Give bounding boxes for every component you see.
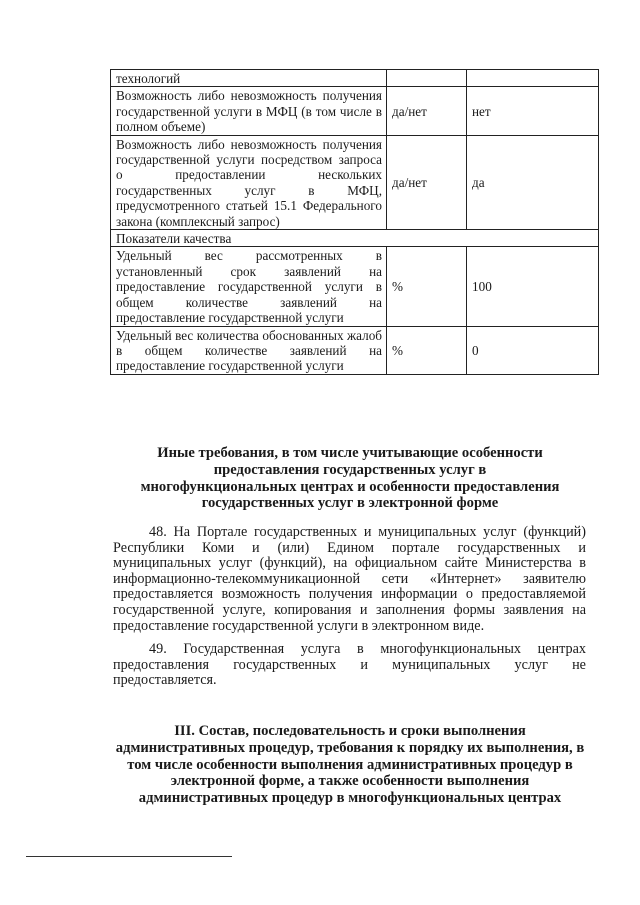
table-row bbox=[111, 135, 599, 229]
unit-cell bbox=[387, 70, 467, 87]
unit-cell: да/нет bbox=[387, 87, 467, 135]
value-cell: 100 bbox=[467, 247, 599, 326]
value-cell bbox=[467, 70, 599, 87]
unit-cell: % bbox=[387, 326, 467, 374]
indicator-name-cell: Удельный вес рассмотренных в установленный срок заявлений на предоставление государственной услуги в общем количестве заявлений на предоставление государственной услуги bbox=[111, 247, 387, 326]
table-row bbox=[111, 326, 599, 374]
table-section-row bbox=[111, 230, 599, 247]
table-row bbox=[111, 70, 599, 87]
unit-cell: да/нет bbox=[387, 135, 467, 229]
indicator-name-cell: Удельный вес количества обоснованных жалоб в общем количестве заявлений на предоставление государственной услуги bbox=[111, 326, 387, 374]
table-row bbox=[111, 247, 599, 326]
unit-cell: % bbox=[387, 247, 467, 326]
indicators-table bbox=[110, 69, 599, 375]
value-cell: 0 bbox=[467, 326, 599, 374]
indicator-name-cell: Возможность либо невозможность получения государственной услуги посредством запроса о предоставлении нескольких государственных услуг в МФЦ, предусмотренного статьей 15.1 Федерального закона (комплексный запрос) bbox=[111, 135, 387, 229]
value-cell: нет bbox=[467, 87, 599, 135]
table-row bbox=[111, 87, 599, 135]
value-cell: да bbox=[467, 135, 599, 229]
section-header-cell: Показатели качества bbox=[111, 230, 599, 247]
indicator-name-cell: технологий bbox=[111, 70, 387, 87]
paragraph-48: 48. На Портале государственных и муниципальных услуг (функций) Республики Коми и (или) Едином портале государственных и муниципальных услуг (функций), на официальном сайте Министерства в информационно-телекоммуникационной сети «Интернет» заявителю предоставляется возможность получения информации о предоставляемой государственной услуге, копирования и заполнения формы заявления на предоставление государственной услуги в электронном виде. bbox=[113, 524, 586, 634]
section-heading-iii: III. Состав, последовательность и сроки выполнения административных процедур, требования к порядку их выполнения, в том числе особенности выполнения административных процедур в электронной форме, а также особенности выполнения административных процедур в многофункциональных центрах bbox=[115, 723, 585, 807]
paragraph-49: 49. Государственная услуга в многофункциональных центрах предоставления государственных и муниципальных услуг не предоставляется. bbox=[113, 641, 586, 689]
section-heading-other-requirements: Иные требования, в том числе учитывающие особенности предоставления государственных услуг в многофункциональных центрах и особенности предоставления государственных услуг в электронной форме bbox=[140, 445, 560, 512]
footnote-separator bbox=[26, 856, 232, 857]
indicator-name-cell: Возможность либо невозможность получения государственной услуги в МФЦ (в том числе в полном объеме) bbox=[111, 87, 387, 135]
